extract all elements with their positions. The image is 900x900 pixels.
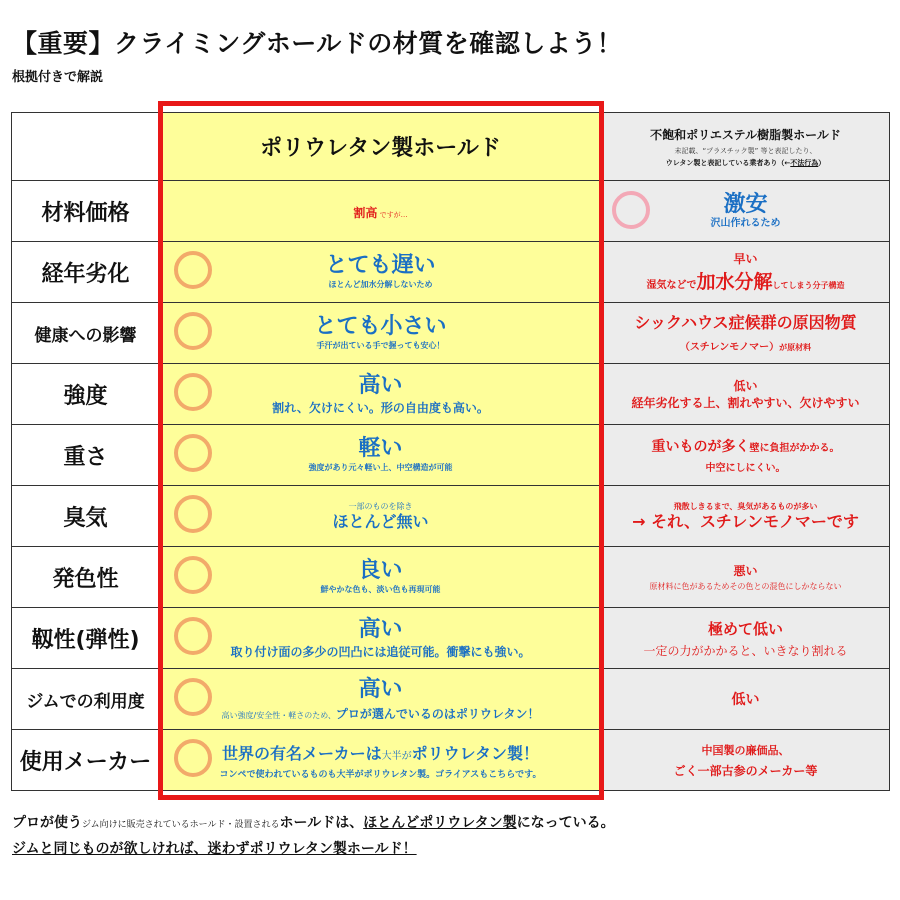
circle-mark-icon [174, 617, 212, 655]
circle-mark-icon [174, 373, 212, 411]
row-label: 強度 [12, 364, 160, 425]
row-label: 材料価格 [12, 181, 160, 242]
poly-cell: 高い 割れ、欠けにくい。形の自由度も高い。 [160, 364, 602, 425]
other-cell: 早い 湿気などで加水分解してしまう分子構造 [602, 242, 890, 303]
other-cell: 悪い 原材料に色があるためその色との混色にしかならない [602, 547, 890, 608]
table-row [12, 608, 890, 669]
header-polyester [602, 113, 890, 181]
poly-cell: 世界の有名メーカーは大半がポリウレタン製！ コンペで使われているものも大半がポリウレタン製。ゴライアスもこちらです。 [160, 730, 602, 791]
header-empty-cell [12, 113, 160, 181]
poly-cell: とても遅い ほとんど加水分解しないため [160, 242, 602, 303]
header-other-label: 不飽和ポリエステル樹脂製ホールド [650, 127, 841, 142]
circle-mark-icon [174, 678, 212, 716]
poly-cell: 良い 鮮やかな色も、淡い色も再現可能 [160, 547, 602, 608]
circle-mark-icon [174, 434, 212, 472]
table-row [12, 364, 890, 425]
row-label: 靱性(弾性) [12, 608, 160, 669]
row-label: 使用メーカー [12, 730, 160, 791]
header-poly-label: ポリウレタン製ホールド [260, 136, 501, 161]
table-row [12, 669, 890, 730]
row-label: 健康への影響 [12, 303, 160, 364]
table-row [12, 242, 890, 303]
row-label: 臭気 [12, 486, 160, 547]
other-cell: 低い 経年劣化する上、割れやすい、欠けやすい [602, 364, 890, 425]
footer-line-2: ジムと同じものが欲しければ、迷わずポリウレタン製ホールド！ [12, 841, 417, 857]
poly-cell: 軽い 強度があり元々軽い上、中空構造が可能 [160, 425, 602, 486]
row-label: 経年劣化 [12, 242, 160, 303]
other-cell: 重いものが多く壁に負担がかかる。 中空にしにくい。 [602, 425, 890, 486]
table-row [12, 425, 890, 486]
page-subtitle: 根拠付きで解説 [12, 70, 104, 85]
circle-mark-icon [174, 556, 212, 594]
comparison-table [11, 112, 890, 791]
other-cell: 中国製の廉価品、 ごく一部古参のメーカー等 [602, 730, 890, 791]
circle-mark-icon [174, 739, 212, 777]
circle-mark-icon [612, 191, 650, 229]
table-row [12, 486, 890, 547]
table-row [12, 547, 890, 608]
other-cell: シックハウス症候群の原因物質 （スチレンモノマー）が原材料 [602, 303, 890, 364]
table-row [12, 730, 890, 791]
circle-mark-icon [174, 312, 212, 350]
row-label: 発色性 [12, 547, 160, 608]
circle-mark-icon [174, 495, 212, 533]
footer-line-1: プロが使うジム向けに販売されているホールド・設置されるホールドは、ほとんどポリウレタン製になっている。 [12, 815, 615, 831]
header-other-note2: ウレタン製と表記している業者あり（←不法行為） [665, 158, 826, 167]
poly-cell: 高い 高い強度/安全性・軽さのため、プロが選んでいるのはポリウレタン！ [160, 669, 602, 730]
header-polyurethane [160, 113, 602, 181]
poly-cell: 高い 取り付け面の多少の凹凸には追従可能。衝撃にも強い。 [160, 608, 602, 669]
circle-mark-icon [174, 251, 212, 289]
header-other-note: 未記載、“プラスチック製” 等と表記したり、 [674, 146, 817, 155]
page-title: 【重要】クライミングホールドの材質を確認しよう！ [12, 29, 623, 58]
table-row [12, 303, 890, 364]
table-row [12, 181, 890, 242]
other-cell: 激安 沢山作れるため [602, 181, 890, 242]
other-cell: 飛散しきるまで、臭気があるものが多い → それ、スチレンモノマーです [602, 486, 890, 547]
other-cell: 低い [602, 669, 890, 730]
other-cell: 極めて低い 一定の力がかかると、いきなり割れる [602, 608, 890, 669]
table-header-row [12, 113, 890, 181]
poly-cell: 一部のものを除き ほとんど無い [160, 486, 602, 547]
poly-cell: 割高 ですが… [160, 181, 602, 242]
row-label: 重さ [12, 425, 160, 486]
poly-cell: とても小さい 手汗が出ている手で握っても安心！ [160, 303, 602, 364]
row-label: ジムでの利用度 [12, 669, 160, 730]
